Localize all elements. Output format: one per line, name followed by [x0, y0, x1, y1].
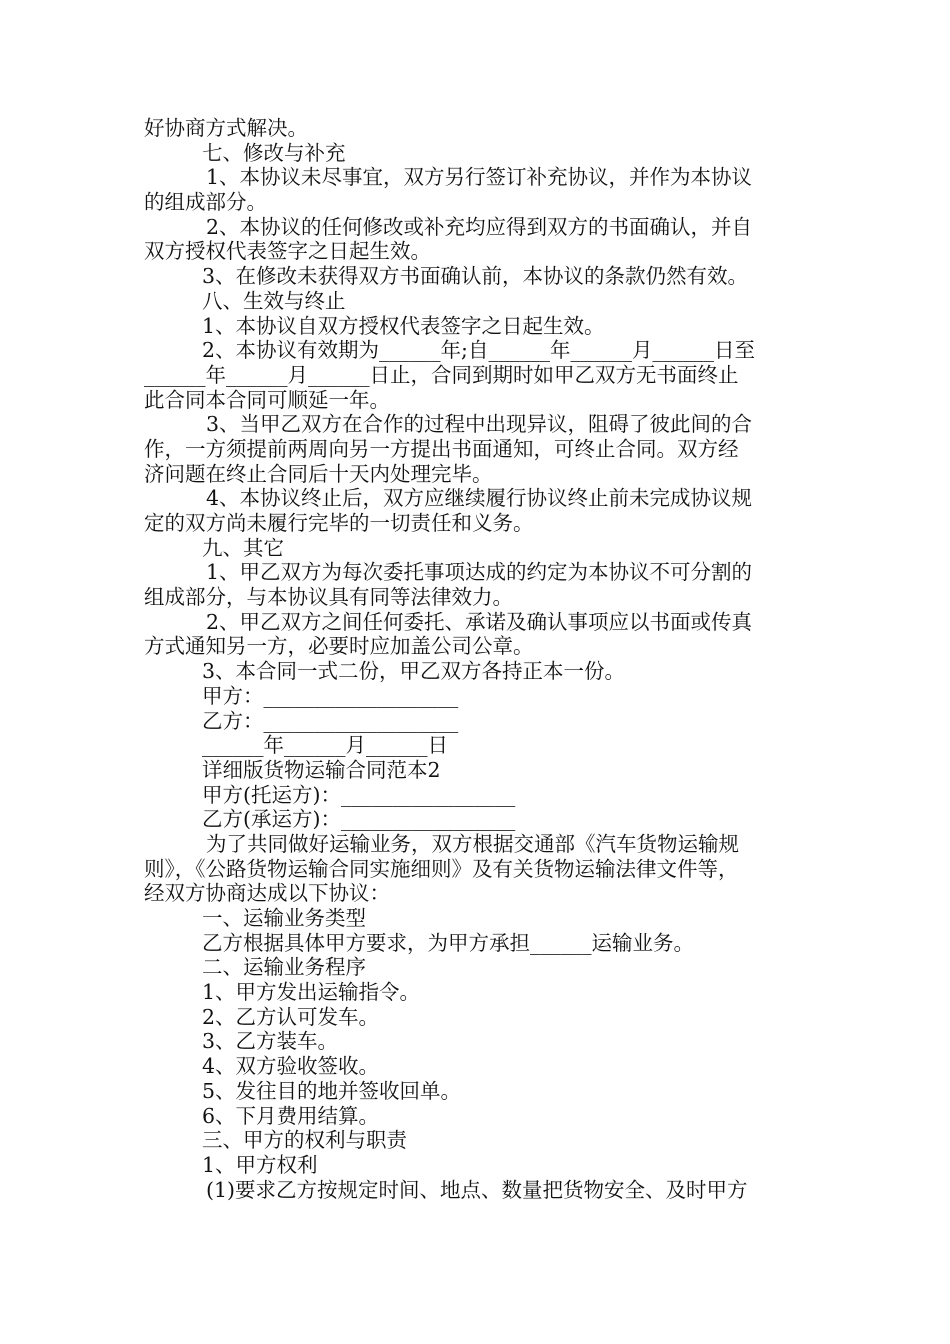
text-line: 1、甲方发出运输指令。: [202, 980, 421, 1005]
text-line: 为了共同做好运输业务，双方根据交通部《汽车货物运输规: [206, 831, 739, 856]
text-line: 组成部分，与本协议具有同等法律效力。: [144, 585, 513, 610]
text-line: 乙方(承运方)：_________________: [202, 807, 516, 832]
text-line: 方式通知另一方，必要时应加盖公司公章。: [144, 634, 534, 659]
text-line: 好协商方式解决。: [144, 116, 308, 140]
text-line: (1)要求乙方按规定时间、地点、数量把货物安全、及时甲方: [206, 1177, 748, 1202]
text-line: 作，一方须提前两周向另一方提出书面通知，可终止合同。双方经: [144, 436, 739, 461]
text-line: 4、双方验收签收。: [202, 1054, 380, 1079]
text-line: 七、修改与补充: [202, 140, 346, 165]
text-line: 九、其它: [202, 535, 284, 560]
text-line: 3、当甲乙双方在合作的过程中出现异议，阻碍了彼此间的合: [206, 412, 753, 437]
text-line: 二、运输业务程序: [202, 955, 366, 980]
text-line: 3、本合同一式二份，甲乙双方各持正本一份。: [202, 659, 626, 684]
text-line: 1、甲乙双方为每次委托事项达成的约定为本协议不可分割的: [206, 560, 753, 585]
text-line: 4、本协议终止后，双方应继续履行协议终止前未完成协议规: [206, 486, 753, 511]
text-line: 6、下月费用结算。: [202, 1103, 380, 1128]
text-line: 详细版货物运输合同范本2: [202, 757, 441, 782]
document-body: [144, 116, 814, 1202]
text-line: 3、在修改未获得双方书面确认前，本协议的条款仍然有效。: [202, 264, 749, 289]
text-line: 1、本协议自双方授权代表签字之日起生效。: [202, 313, 605, 338]
text-line: 2、本协议有效期为______年;自______年______月______日至: [202, 338, 755, 363]
text-line: 5、发往目的地并签收回单。: [202, 1078, 462, 1103]
text-line: 济问题在终止合同后十天内处理完毕。: [144, 461, 493, 486]
text-line: 1、本协议未尽事宜，双方另行签订补充协议，并作为本协议: [206, 165, 753, 190]
text-line: ______年______月______日: [202, 733, 448, 758]
text-line: 三、甲方的权利与职责: [202, 1128, 407, 1153]
text-line: 1、甲方权利: [202, 1152, 318, 1177]
text-line: ______年______月______日止，合同到期时如甲乙双方无书面终止: [144, 362, 739, 387]
text-line: 甲方：___________________: [202, 683, 459, 708]
text-line: 此合同本合同可顺延一年。: [144, 387, 390, 412]
text-line: 经双方协商达成以下协议：: [144, 881, 390, 906]
text-line: 2、甲乙双方之间任何委托、承诺及确认事项应以书面或传真: [206, 609, 753, 634]
text-line: 的组成部分。: [144, 190, 267, 215]
text-line: 乙方：___________________: [202, 708, 459, 733]
text-line: 定的双方尚未履行完毕的一切责任和义务。: [144, 511, 534, 535]
text-line: 3、乙方装车。: [202, 1029, 339, 1054]
text-line: 甲方(托运方)：_________________: [202, 782, 516, 807]
text-line: 则》，《公路货物运输合同实施细则》及有关货物运输法律文件等，: [144, 856, 739, 881]
text-line: 一、运输业务类型: [202, 906, 366, 930]
text-line: 八、生效与终止: [202, 288, 346, 313]
text-line: 2、乙方认可发车。: [202, 1004, 380, 1029]
text-line: 双方授权代表签字之日起生效。: [144, 239, 431, 264]
text-line: 2、本协议的任何修改或补充均应得到双方的书面确认，并自: [206, 214, 753, 239]
text-line: 乙方根据具体甲方要求，为甲方承担______运输业务。: [202, 930, 694, 955]
